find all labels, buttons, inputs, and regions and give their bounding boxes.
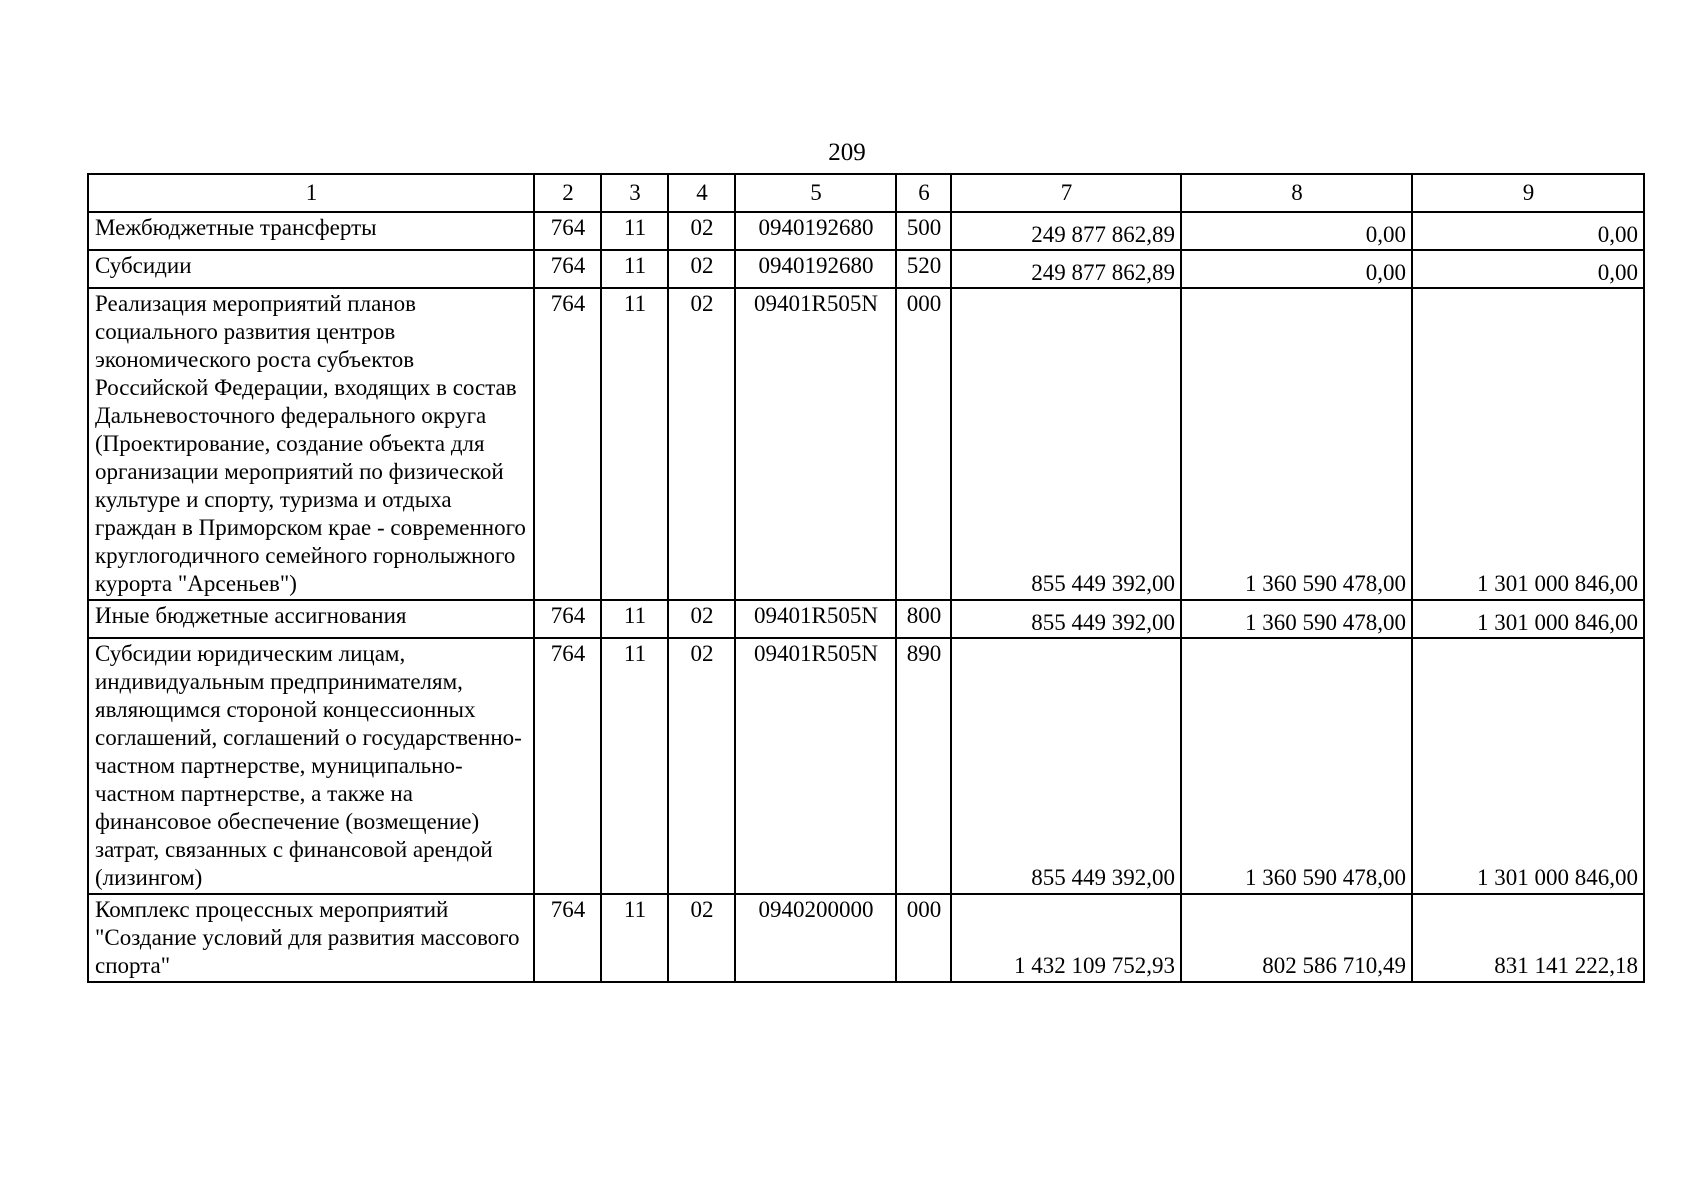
expense-type-code: 800 (896, 600, 951, 638)
expense-type-code: 500 (896, 212, 951, 250)
row-name: Реализация мероприятий планов социального развития центров экономического роста субъектов Российской Федерации, входящих в состав Дальневосточного федерального округа (Проектирование, создание объекта для организации мероприятий по физической культуре и спорту, туризма и отдыха граждан в Приморском крае - современного круглогодичного семейного горнолыжного курорта "Арсеньев") (88, 288, 534, 600)
amount-col9: 1 301 000 846,00 (1412, 600, 1644, 638)
column-header: 6 (896, 174, 951, 212)
amount-col9: 831 141 222,18 (1412, 894, 1644, 982)
target-article-code: 09401R505N (735, 600, 896, 638)
section-code: 11 (601, 600, 668, 638)
column-header: 9 (1412, 174, 1644, 212)
amount-col7: 249 877 862,89 (951, 212, 1181, 250)
amount-col7: 855 449 392,00 (951, 288, 1181, 600)
amount-col7: 249 877 862,89 (951, 250, 1181, 288)
amount-col9: 0,00 (1412, 250, 1644, 288)
amount-col8: 0,00 (1181, 250, 1412, 288)
subsection-code: 02 (668, 894, 735, 982)
target-article-code: 0940192680 (735, 250, 896, 288)
row-name: Комплекс процессных мероприятий "Создание условий для развития массового спорта" (88, 894, 534, 982)
subsection-code: 02 (668, 600, 735, 638)
expense-type-code: 000 (896, 288, 951, 600)
budget-table (87, 173, 1645, 983)
ministry-code: 764 (534, 250, 601, 288)
row-name: Межбюджетные трансферты (88, 212, 534, 250)
expense-type-code: 890 (896, 638, 951, 894)
amount-col8: 802 586 710,49 (1181, 894, 1412, 982)
column-header: 3 (601, 174, 668, 212)
table-row (88, 288, 1644, 600)
subsection-code: 02 (668, 638, 735, 894)
amount-col8: 1 360 590 478,00 (1181, 288, 1412, 600)
section-code: 11 (601, 638, 668, 894)
subsection-code: 02 (668, 288, 735, 600)
section-code: 11 (601, 288, 668, 600)
target-article-code: 09401R505N (735, 638, 896, 894)
section-code: 11 (601, 250, 668, 288)
table-row (88, 638, 1644, 894)
target-article-code: 0940200000 (735, 894, 896, 982)
table-row (88, 250, 1644, 288)
column-header: 2 (534, 174, 601, 212)
subsection-code: 02 (668, 250, 735, 288)
table-header-row (88, 174, 1644, 212)
amount-col8: 1 360 590 478,00 (1181, 638, 1412, 894)
amount-col7: 1 432 109 752,93 (951, 894, 1181, 982)
amount-col7: 855 449 392,00 (951, 600, 1181, 638)
amount-col8: 1 360 590 478,00 (1181, 600, 1412, 638)
column-header: 7 (951, 174, 1181, 212)
page-number: 209 (828, 139, 866, 166)
target-article-code: 0940192680 (735, 212, 896, 250)
ministry-code: 764 (534, 894, 601, 982)
amount-col7: 855 449 392,00 (951, 638, 1181, 894)
table-row (88, 894, 1644, 982)
column-header: 1 (88, 174, 534, 212)
target-article-code: 09401R505N (735, 288, 896, 600)
expense-type-code: 520 (896, 250, 951, 288)
section-code: 11 (601, 212, 668, 250)
ministry-code: 764 (534, 600, 601, 638)
column-header: 8 (1181, 174, 1412, 212)
table-row (88, 212, 1644, 250)
ministry-code: 764 (534, 212, 601, 250)
subsection-code: 02 (668, 212, 735, 250)
amount-col8: 0,00 (1181, 212, 1412, 250)
amount-col9: 0,00 (1412, 212, 1644, 250)
row-name: Иные бюджетные ассигнования (88, 600, 534, 638)
section-code: 11 (601, 894, 668, 982)
table-row (88, 600, 1644, 638)
amount-col9: 1 301 000 846,00 (1412, 288, 1644, 600)
row-name: Субсидии юридическим лицам, индивидуальным предпринимателям, являющимся стороной концессионных соглашений, соглашений о государственно-частном партнерстве, муниципально-частном партнерстве, а также на финансовое обеспечение (возмещение) затрат, связанных с финансовой арендой (лизингом) (88, 638, 534, 894)
amount-col9: 1 301 000 846,00 (1412, 638, 1644, 894)
ministry-code: 764 (534, 638, 601, 894)
ministry-code: 764 (534, 288, 601, 600)
column-header: 5 (735, 174, 896, 212)
row-name: Субсидии (88, 250, 534, 288)
column-header: 4 (668, 174, 735, 212)
expense-type-code: 000 (896, 894, 951, 982)
